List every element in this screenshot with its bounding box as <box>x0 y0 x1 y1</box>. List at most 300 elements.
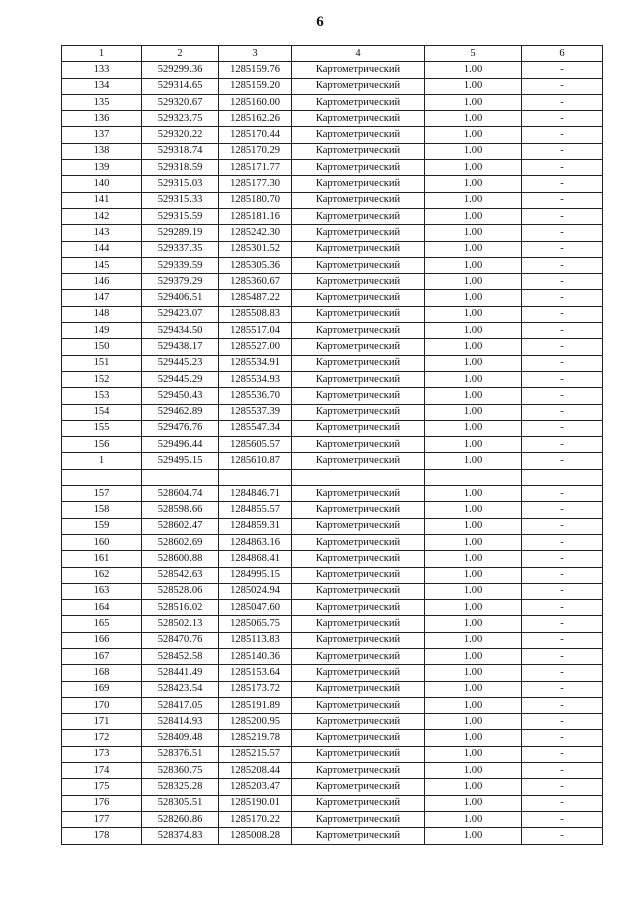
x-coordinate-cell: 529496.44 <box>142 437 219 453</box>
accuracy-cell: 1.00 <box>425 355 522 371</box>
note-cell: - <box>522 143 603 159</box>
table-row <box>62 323 603 339</box>
note-cell: - <box>522 257 603 273</box>
x-coordinate-cell: 528414.93 <box>142 714 219 730</box>
note-cell: - <box>522 62 603 78</box>
point-number-cell: 134 <box>62 78 142 94</box>
y-coordinate-cell: 1285547.34 <box>219 420 292 436</box>
note-cell: - <box>522 323 603 339</box>
table-row <box>62 241 603 257</box>
page-number: 6 <box>316 14 324 30</box>
header-cell: 3 <box>219 46 292 62</box>
point-number-cell: 159 <box>62 518 142 534</box>
x-coordinate-cell: 529406.51 <box>142 290 219 306</box>
x-coordinate-cell: 529318.59 <box>142 160 219 176</box>
accuracy-cell: 1.00 <box>425 600 522 616</box>
note-cell: - <box>522 371 603 387</box>
point-number-cell: 177 <box>62 811 142 827</box>
note-cell: - <box>522 160 603 176</box>
accuracy-cell: 1.00 <box>425 388 522 404</box>
y-coordinate-cell: 1285159.76 <box>219 62 292 78</box>
method-cell: Картометрический <box>292 323 425 339</box>
accuracy-cell: 1.00 <box>425 567 522 583</box>
x-coordinate-cell: 528604.74 <box>142 486 219 502</box>
accuracy-cell: 1.00 <box>425 828 522 844</box>
table-row <box>62 339 603 355</box>
accuracy-cell: 1.00 <box>425 225 522 241</box>
accuracy-cell: 1.00 <box>425 681 522 697</box>
x-coordinate-cell: 529337.35 <box>142 241 219 257</box>
header-row <box>62 46 603 62</box>
table-row <box>62 746 603 762</box>
method-cell: Картометрический <box>292 714 425 730</box>
note-cell: - <box>522 241 603 257</box>
y-coordinate-cell: 1285024.94 <box>219 583 292 599</box>
x-coordinate-cell: 528452.58 <box>142 648 219 664</box>
table-row <box>62 111 603 127</box>
coordinates-table <box>61 45 603 845</box>
method-cell: Картометрический <box>292 697 425 713</box>
point-number-cell: 144 <box>62 241 142 257</box>
point-number-cell: 140 <box>62 176 142 192</box>
y-coordinate-cell: 1285065.75 <box>219 616 292 632</box>
point-number-cell: 163 <box>62 583 142 599</box>
method-cell: Картометрический <box>292 339 425 355</box>
note-cell: - <box>522 339 603 355</box>
accuracy-cell: 1.00 <box>425 208 522 224</box>
x-coordinate-cell: 528360.75 <box>142 763 219 779</box>
x-coordinate-cell: 528502.13 <box>142 616 219 632</box>
table-row <box>62 714 603 730</box>
note-cell: - <box>522 795 603 811</box>
accuracy-cell: 1.00 <box>425 111 522 127</box>
table-row <box>62 355 603 371</box>
point-number-cell: 143 <box>62 225 142 241</box>
accuracy-cell: 1.00 <box>425 371 522 387</box>
point-number-cell: 139 <box>62 160 142 176</box>
accuracy-cell: 1.00 <box>425 143 522 159</box>
x-coordinate-cell: 529315.59 <box>142 208 219 224</box>
point-number-cell: 137 <box>62 127 142 143</box>
y-coordinate-cell: 1285536.70 <box>219 388 292 404</box>
table-row <box>62 469 603 485</box>
table-row <box>62 518 603 534</box>
point-number-cell: 158 <box>62 502 142 518</box>
x-coordinate-cell: 529434.50 <box>142 323 219 339</box>
point-number-cell: 148 <box>62 306 142 322</box>
y-coordinate-cell: 1285208.44 <box>219 763 292 779</box>
x-coordinate-cell: 529315.03 <box>142 176 219 192</box>
accuracy-cell: 1.00 <box>425 502 522 518</box>
table-row <box>62 192 603 208</box>
point-number-cell: 178 <box>62 828 142 844</box>
y-coordinate-cell: 1285140.36 <box>219 648 292 664</box>
y-coordinate-cell: 1285008.28 <box>219 828 292 844</box>
method-cell: Картометрический <box>292 648 425 664</box>
table-row <box>62 143 603 159</box>
point-number-cell: 171 <box>62 714 142 730</box>
note-cell: - <box>522 616 603 632</box>
note-cell: - <box>522 453 603 469</box>
table-row <box>62 453 603 469</box>
table-row <box>62 763 603 779</box>
accuracy-cell: 1.00 <box>425 811 522 827</box>
table-body <box>62 62 603 844</box>
method-cell: Картометрический <box>292 176 425 192</box>
point-number-cell: 161 <box>62 551 142 567</box>
point-number-cell: 160 <box>62 534 142 550</box>
method-cell: Картометрический <box>292 160 425 176</box>
method-cell: Картометрический <box>292 616 425 632</box>
accuracy-cell: 1.00 <box>425 437 522 453</box>
y-coordinate-cell: 1285162.26 <box>219 111 292 127</box>
table-row <box>62 94 603 110</box>
y-coordinate-cell: 1285537.39 <box>219 404 292 420</box>
y-coordinate-cell: 1285113.83 <box>219 632 292 648</box>
point-number-cell: 157 <box>62 486 142 502</box>
note-cell: - <box>522 94 603 110</box>
point-number-cell: 151 <box>62 355 142 371</box>
accuracy-cell: 1.00 <box>425 306 522 322</box>
point-number-cell: 168 <box>62 665 142 681</box>
accuracy-cell: 1.00 <box>425 551 522 567</box>
point-number-cell: 138 <box>62 143 142 159</box>
accuracy-cell: 1.00 <box>425 730 522 746</box>
method-cell: Картометрический <box>292 208 425 224</box>
method-cell: Картометрический <box>292 143 425 159</box>
accuracy-cell <box>425 469 522 485</box>
note-cell: - <box>522 763 603 779</box>
accuracy-cell: 1.00 <box>425 714 522 730</box>
point-number-cell: 173 <box>62 746 142 762</box>
note-cell: - <box>522 437 603 453</box>
x-coordinate-cell: 529379.29 <box>142 274 219 290</box>
note-cell: - <box>522 192 603 208</box>
note-cell: - <box>522 811 603 827</box>
point-number-cell: 154 <box>62 404 142 420</box>
y-coordinate-cell: 1285160.00 <box>219 94 292 110</box>
note-cell: - <box>522 78 603 94</box>
accuracy-cell: 1.00 <box>425 290 522 306</box>
note-cell: - <box>522 583 603 599</box>
x-coordinate-cell: 529323.75 <box>142 111 219 127</box>
table-row <box>62 665 603 681</box>
point-number-cell: 135 <box>62 94 142 110</box>
x-coordinate-cell: 528470.76 <box>142 632 219 648</box>
note-cell: - <box>522 502 603 518</box>
x-coordinate-cell: 528516.02 <box>142 600 219 616</box>
point-number-cell: 133 <box>62 62 142 78</box>
point-number-cell: 162 <box>62 567 142 583</box>
x-coordinate-cell: 529495.15 <box>142 453 219 469</box>
accuracy-cell: 1.00 <box>425 192 522 208</box>
accuracy-cell: 1.00 <box>425 62 522 78</box>
method-cell: Картометрический <box>292 306 425 322</box>
note-cell: - <box>522 779 603 795</box>
table-row <box>62 208 603 224</box>
table-row <box>62 697 603 713</box>
table-row <box>62 420 603 436</box>
x-coordinate-cell: 529320.22 <box>142 127 219 143</box>
x-coordinate-cell: 529476.76 <box>142 420 219 436</box>
x-coordinate-cell: 529450.43 <box>142 388 219 404</box>
y-coordinate-cell: 1285534.93 <box>219 371 292 387</box>
note-cell: - <box>522 714 603 730</box>
header-cell: 6 <box>522 46 603 62</box>
x-coordinate-cell: 528260.86 <box>142 811 219 827</box>
header-cell: 5 <box>425 46 522 62</box>
note-cell: - <box>522 551 603 567</box>
note-cell: - <box>522 176 603 192</box>
accuracy-cell: 1.00 <box>425 697 522 713</box>
accuracy-cell: 1.00 <box>425 648 522 664</box>
note-cell: - <box>522 567 603 583</box>
x-coordinate-cell: 528423.54 <box>142 681 219 697</box>
method-cell: Картометрический <box>292 437 425 453</box>
x-coordinate-cell: 529299.36 <box>142 62 219 78</box>
accuracy-cell: 1.00 <box>425 583 522 599</box>
accuracy-cell: 1.00 <box>425 339 522 355</box>
point-number-cell: 170 <box>62 697 142 713</box>
y-coordinate-cell: 1285173.72 <box>219 681 292 697</box>
y-coordinate-cell: 1285508.83 <box>219 306 292 322</box>
point-number-cell: 167 <box>62 648 142 664</box>
y-coordinate-cell: 1285215.57 <box>219 746 292 762</box>
x-coordinate-cell: 529423.07 <box>142 306 219 322</box>
method-cell: Картометрический <box>292 632 425 648</box>
point-number-cell: 1 <box>62 453 142 469</box>
accuracy-cell: 1.00 <box>425 160 522 176</box>
method-cell: Картометрический <box>292 257 425 273</box>
x-coordinate-cell: 529438.17 <box>142 339 219 355</box>
y-coordinate-cell: 1284868.41 <box>219 551 292 567</box>
y-coordinate-cell: 1284855.57 <box>219 502 292 518</box>
y-coordinate-cell: 1285219.78 <box>219 730 292 746</box>
x-coordinate-cell: 529318.74 <box>142 143 219 159</box>
note-cell: - <box>522 534 603 550</box>
method-cell: Картометрический <box>292 94 425 110</box>
x-coordinate-cell: 528441.49 <box>142 665 219 681</box>
method-cell: Картометрический <box>292 567 425 583</box>
method-cell: Картометрический <box>292 111 425 127</box>
note-cell: - <box>522 648 603 664</box>
x-coordinate-cell: 529315.33 <box>142 192 219 208</box>
point-number-cell: 169 <box>62 681 142 697</box>
method-cell: Картометрический <box>292 371 425 387</box>
y-coordinate-cell: 1285170.29 <box>219 143 292 159</box>
table-row <box>62 225 603 241</box>
table-row <box>62 290 603 306</box>
table-row <box>62 551 603 567</box>
y-coordinate-cell: 1285242.30 <box>219 225 292 241</box>
point-number-cell: 150 <box>62 339 142 355</box>
y-coordinate-cell: 1285170.44 <box>219 127 292 143</box>
y-coordinate-cell: 1285153.64 <box>219 665 292 681</box>
point-number-cell: 146 <box>62 274 142 290</box>
y-coordinate-cell: 1285190.01 <box>219 795 292 811</box>
x-coordinate-cell: 528602.69 <box>142 534 219 550</box>
accuracy-cell: 1.00 <box>425 176 522 192</box>
method-cell: Картометрический <box>292 811 425 827</box>
method-cell: Картометрический <box>292 355 425 371</box>
table-row <box>62 404 603 420</box>
header-cell: 4 <box>292 46 425 62</box>
header-cell: 2 <box>142 46 219 62</box>
table-row <box>62 486 603 502</box>
method-cell: Картометрический <box>292 828 425 844</box>
y-coordinate-cell: 1285203.47 <box>219 779 292 795</box>
accuracy-cell: 1.00 <box>425 763 522 779</box>
table-row <box>62 681 603 697</box>
table-header <box>62 46 603 62</box>
table-row <box>62 811 603 827</box>
note-cell: - <box>522 404 603 420</box>
point-number-cell: 174 <box>62 763 142 779</box>
y-coordinate-cell: 1284846.71 <box>219 486 292 502</box>
x-coordinate-cell <box>142 469 219 485</box>
note-cell: - <box>522 486 603 502</box>
note-cell: - <box>522 665 603 681</box>
accuracy-cell: 1.00 <box>425 78 522 94</box>
method-cell: Картометрический <box>292 665 425 681</box>
note-cell: - <box>522 632 603 648</box>
note-cell: - <box>522 111 603 127</box>
table-row <box>62 306 603 322</box>
point-number-cell: 175 <box>62 779 142 795</box>
accuracy-cell: 1.00 <box>425 453 522 469</box>
accuracy-cell: 1.00 <box>425 779 522 795</box>
point-number-cell: 141 <box>62 192 142 208</box>
point-number-cell: 176 <box>62 795 142 811</box>
y-coordinate-cell: 1285305.36 <box>219 257 292 273</box>
method-cell <box>292 469 425 485</box>
accuracy-cell: 1.00 <box>425 486 522 502</box>
y-coordinate-cell: 1284859.31 <box>219 518 292 534</box>
table-row <box>62 78 603 94</box>
x-coordinate-cell: 529289.19 <box>142 225 219 241</box>
method-cell: Картометрический <box>292 225 425 241</box>
note-cell: - <box>522 730 603 746</box>
method-cell: Картометрический <box>292 730 425 746</box>
accuracy-cell: 1.00 <box>425 632 522 648</box>
x-coordinate-cell: 528598.66 <box>142 502 219 518</box>
table-row <box>62 795 603 811</box>
note-cell: - <box>522 127 603 143</box>
point-number-cell: 149 <box>62 323 142 339</box>
accuracy-cell: 1.00 <box>425 404 522 420</box>
point-number-cell: 152 <box>62 371 142 387</box>
y-coordinate-cell: 1285534.91 <box>219 355 292 371</box>
y-coordinate-cell: 1285360.67 <box>219 274 292 290</box>
table-row <box>62 648 603 664</box>
y-coordinate-cell: 1285200.95 <box>219 714 292 730</box>
method-cell: Картометрический <box>292 534 425 550</box>
point-number-cell: 136 <box>62 111 142 127</box>
accuracy-cell: 1.00 <box>425 518 522 534</box>
accuracy-cell: 1.00 <box>425 665 522 681</box>
y-coordinate-cell: 1285171.77 <box>219 160 292 176</box>
table-row <box>62 632 603 648</box>
table-row <box>62 502 603 518</box>
accuracy-cell: 1.00 <box>425 746 522 762</box>
x-coordinate-cell: 529445.29 <box>142 371 219 387</box>
point-number-cell: 155 <box>62 420 142 436</box>
accuracy-cell: 1.00 <box>425 795 522 811</box>
table-row <box>62 160 603 176</box>
method-cell: Картометрический <box>292 274 425 290</box>
x-coordinate-cell: 529445.23 <box>142 355 219 371</box>
table-row <box>62 62 603 78</box>
x-coordinate-cell: 528542.63 <box>142 567 219 583</box>
method-cell: Картометрический <box>292 241 425 257</box>
point-number-cell: 147 <box>62 290 142 306</box>
method-cell: Картометрический <box>292 746 425 762</box>
y-coordinate-cell: 1285301.52 <box>219 241 292 257</box>
method-cell: Картометрический <box>292 486 425 502</box>
method-cell: Картометрический <box>292 127 425 143</box>
y-coordinate-cell: 1285517.04 <box>219 323 292 339</box>
x-coordinate-cell: 529339.59 <box>142 257 219 273</box>
y-coordinate-cell: 1284995.15 <box>219 567 292 583</box>
note-cell: - <box>522 388 603 404</box>
point-number-cell: 142 <box>62 208 142 224</box>
note-cell: - <box>522 746 603 762</box>
note-cell: - <box>522 274 603 290</box>
header-cell: 1 <box>62 46 142 62</box>
accuracy-cell: 1.00 <box>425 616 522 632</box>
accuracy-cell: 1.00 <box>425 323 522 339</box>
method-cell: Картометрический <box>292 502 425 518</box>
accuracy-cell: 1.00 <box>425 257 522 273</box>
table-row <box>62 388 603 404</box>
accuracy-cell: 1.00 <box>425 534 522 550</box>
method-cell: Картометрический <box>292 404 425 420</box>
x-coordinate-cell: 529462.89 <box>142 404 219 420</box>
x-coordinate-cell: 528528.06 <box>142 583 219 599</box>
accuracy-cell: 1.00 <box>425 274 522 290</box>
table-row <box>62 176 603 192</box>
point-number-cell <box>62 469 142 485</box>
x-coordinate-cell: 528600.88 <box>142 551 219 567</box>
table-row <box>62 274 603 290</box>
method-cell: Картометрический <box>292 583 425 599</box>
y-coordinate-cell: 1285170.22 <box>219 811 292 827</box>
y-coordinate-cell: 1285610.87 <box>219 453 292 469</box>
x-coordinate-cell: 528305.51 <box>142 795 219 811</box>
method-cell: Картометрический <box>292 795 425 811</box>
method-cell: Картометрический <box>292 600 425 616</box>
note-cell: - <box>522 828 603 844</box>
note-cell: - <box>522 697 603 713</box>
table-row <box>62 257 603 273</box>
point-number-cell: 164 <box>62 600 142 616</box>
y-coordinate-cell: 1285159.20 <box>219 78 292 94</box>
note-cell: - <box>522 306 603 322</box>
y-coordinate-cell: 1285181.16 <box>219 208 292 224</box>
point-number-cell: 172 <box>62 730 142 746</box>
table-row <box>62 437 603 453</box>
table-row <box>62 616 603 632</box>
table-row <box>62 567 603 583</box>
note-cell: - <box>522 518 603 534</box>
method-cell: Картометрический <box>292 420 425 436</box>
y-coordinate-cell: 1284863.16 <box>219 534 292 550</box>
x-coordinate-cell: 528602.47 <box>142 518 219 534</box>
table-row <box>62 534 603 550</box>
note-cell: - <box>522 290 603 306</box>
method-cell: Картометрический <box>292 192 425 208</box>
y-coordinate-cell: 1285191.89 <box>219 697 292 713</box>
